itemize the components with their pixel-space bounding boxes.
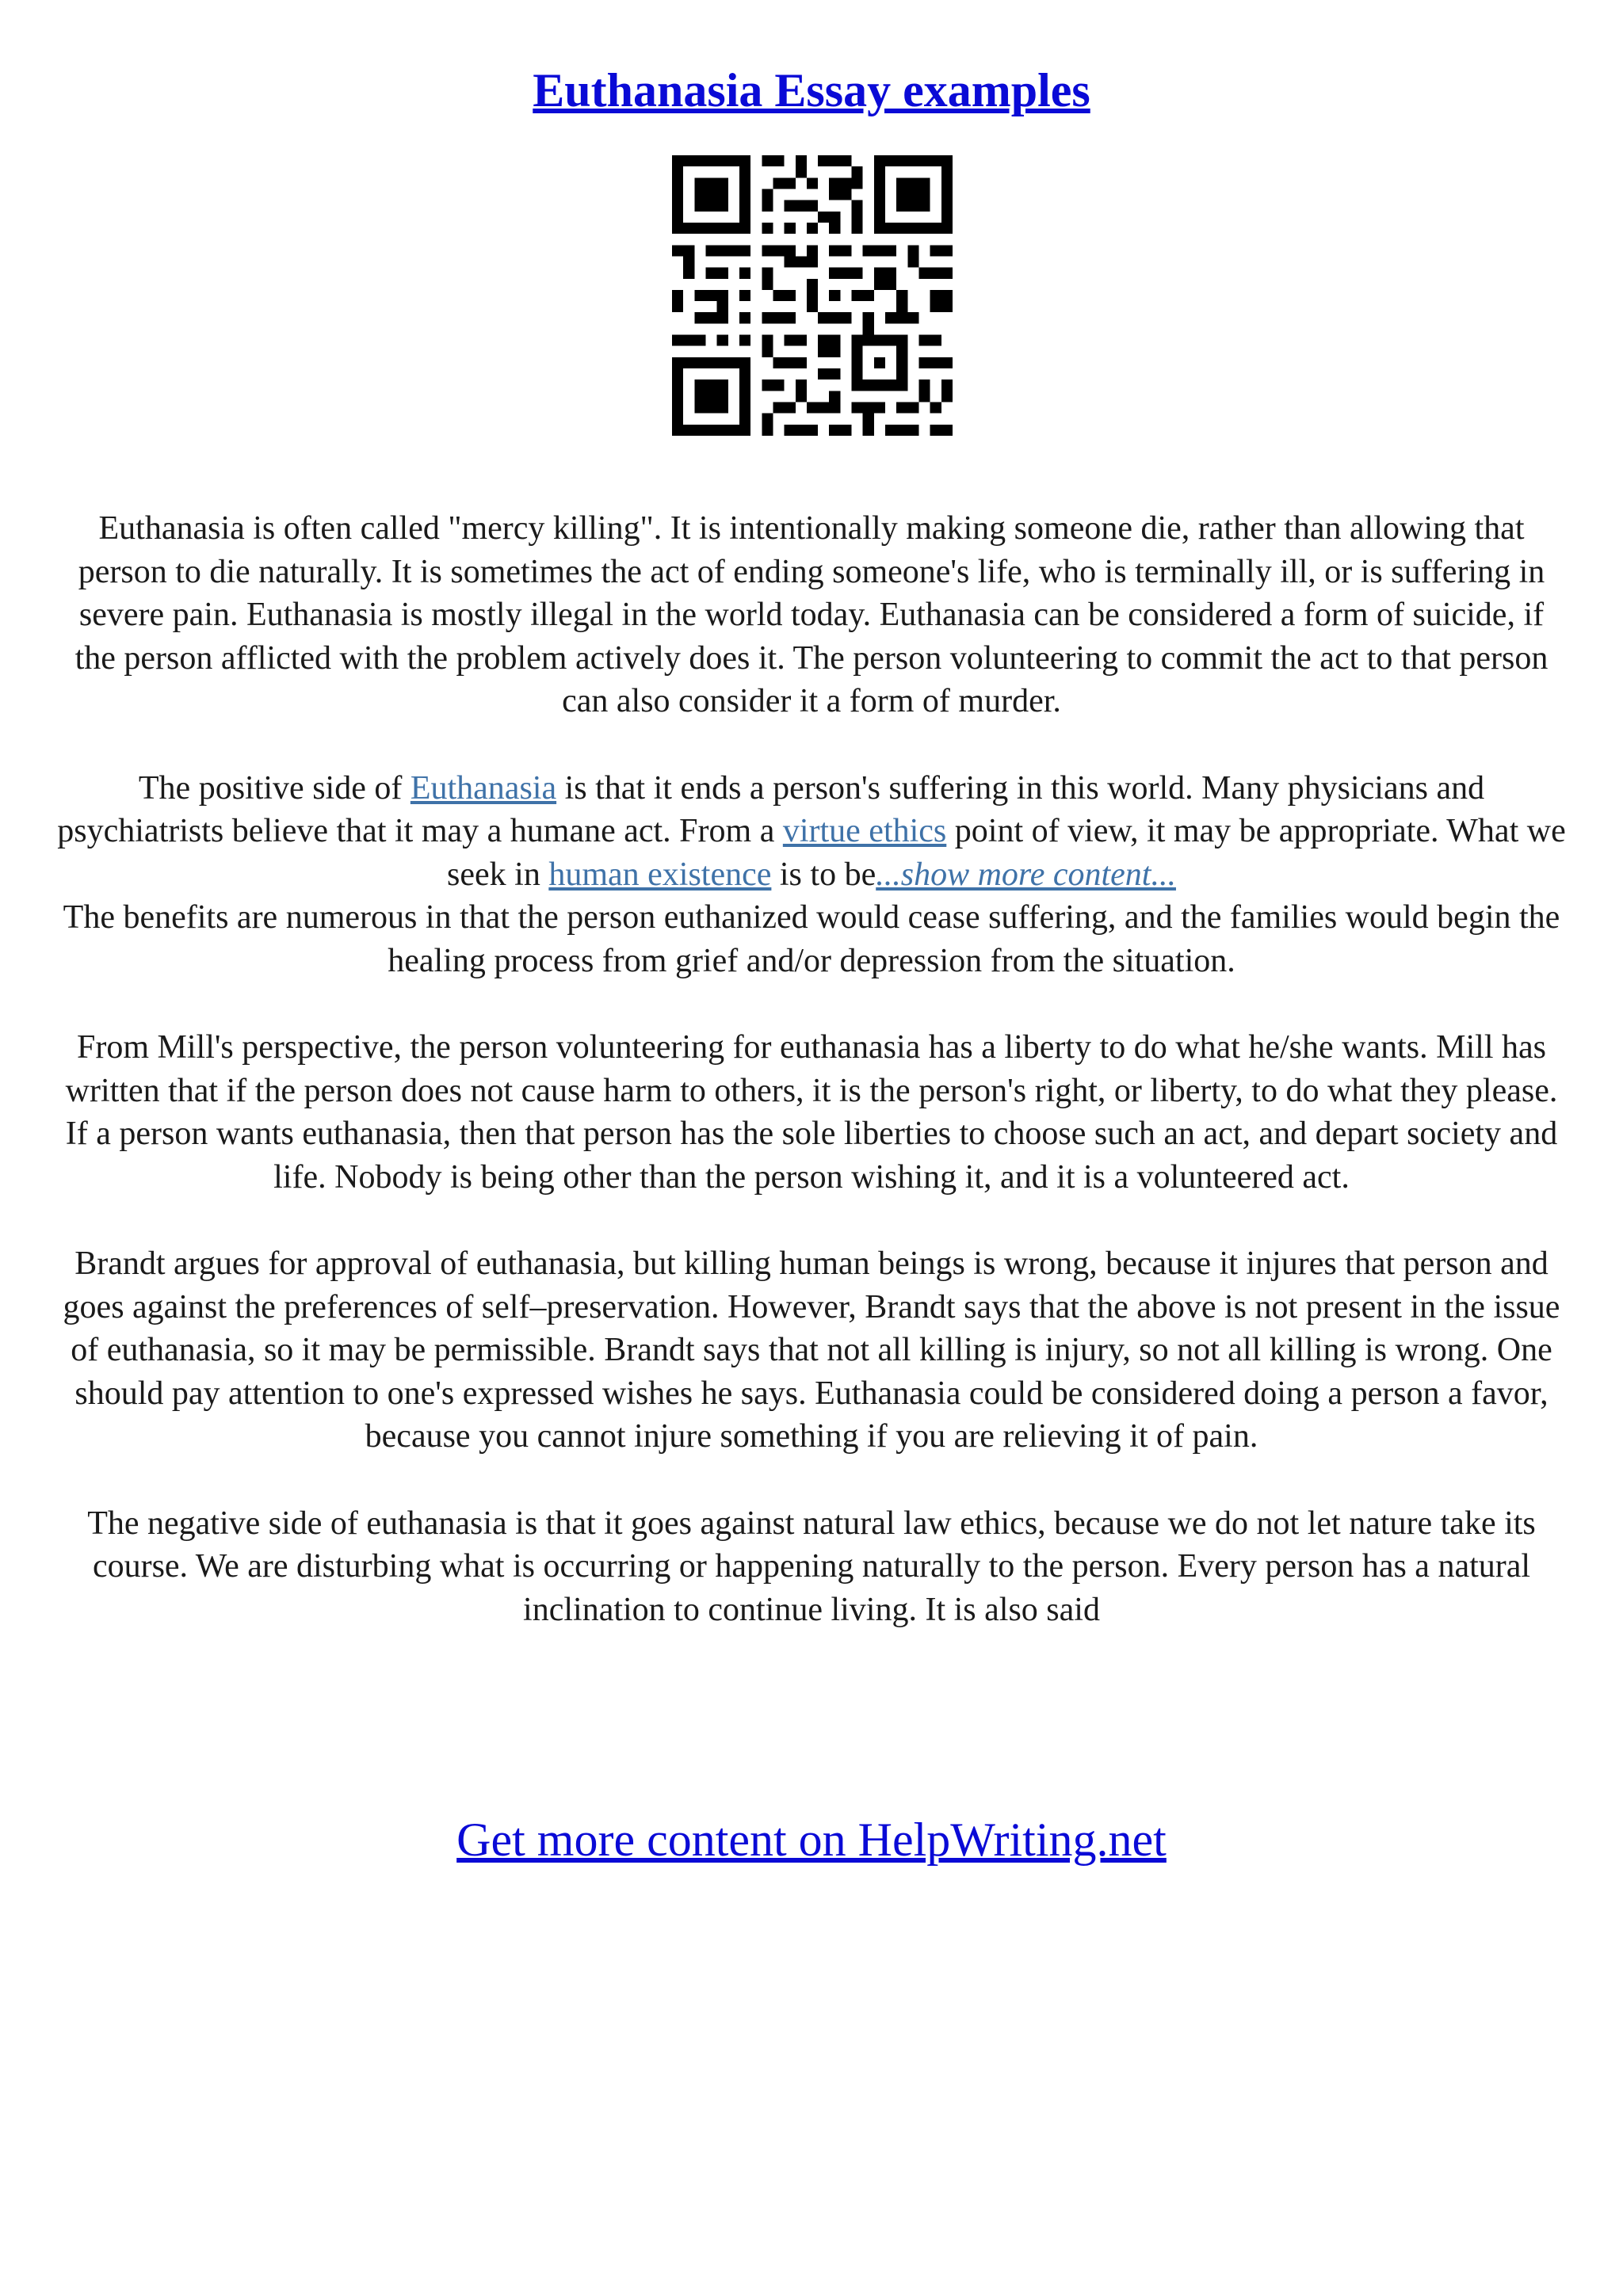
human-existence-link[interactable]: human existence [548, 856, 772, 893]
show-more-content-link[interactable]: ...show more content... [876, 856, 1176, 893]
document-title [0, 62, 1623, 119]
title-link[interactable]: Euthanasia Essay examples [533, 64, 1090, 116]
euthanasia-link[interactable]: Euthanasia [410, 769, 557, 807]
paragraph-6: The negative side of euthanasia is that it goes against natural law ethics, because we do not let nature take its course. We are disturbing what is occurring or happening naturally to the person. Every person has a natural inclination to continue living. It is also said [87, 1505, 1536, 1628]
paragraph-4: From Mill's perspective, the person volunteering for euthanasia has a liberty to do what he/she wants. Mill has written that if the person does not cause harm to others, it is the person's right, or liberty, to do what they please. If a person wants euthanasia, then that person has the sole liberties to choose such an act, and depart society and life. Nobody is being other than the person wishing it, and it is a volunteered act. [65, 1029, 1558, 1196]
virtue-ethics-link[interactable]: virtue ethics [782, 813, 947, 850]
paragraph-5: Brandt argues for approval of euthanasia, but killing human beings is wrong, because it injures that person and goes against the preferences of self–preservation. However, Brandt says that the above is not present in the issue of euthanasia, so it may be permissible. Brandt says that not all killing is injury, so not all killing is wrong. One should pay attention to one's expressed wishes he says. Euthanasia could be considered doing a person a favor, because you cannot injure something if you are relieving it of pain. [63, 1245, 1560, 1455]
paragraph-3: The benefits are numerous in that the person euthanized would cease suffering, and the families would begin the healing process from grief and/or depression from the situation. [63, 899, 1560, 979]
footer [0, 1811, 1623, 1868]
qr-code-icon [672, 155, 953, 436]
paragraph-2-text-1: The positive side of [138, 769, 411, 807]
essay-body [55, 507, 1568, 1675]
paragraph-2 [55, 767, 1568, 897]
helpwriting-link[interactable]: Get more content on HelpWriting.net [456, 1814, 1167, 1866]
paragraph-2-text-2: is that it ends a person's suffering in this world. Many physicians and psychiatrists believe that it may a humane act. From a [57, 769, 1485, 850]
paragraph-2-text-3: point of view, it may be appropriate. What we seek in [447, 813, 1566, 893]
paragraph-1: Euthanasia is often called "mercy killing". It is intentionally making someone die, rather than allowing that person to die naturally. It is sometimes the act of ending someone's life, who is terminally ill, or is suffering in severe pain. Euthanasia is mostly illegal in the world today. Euthanasia can be considered a form of suicide, if the person afflicted with the problem actively does it. The person volunteering to commit the act to that person can also consider it a form of murder. [74, 510, 1549, 720]
paragraph-2-text-4: is to be [771, 856, 876, 893]
